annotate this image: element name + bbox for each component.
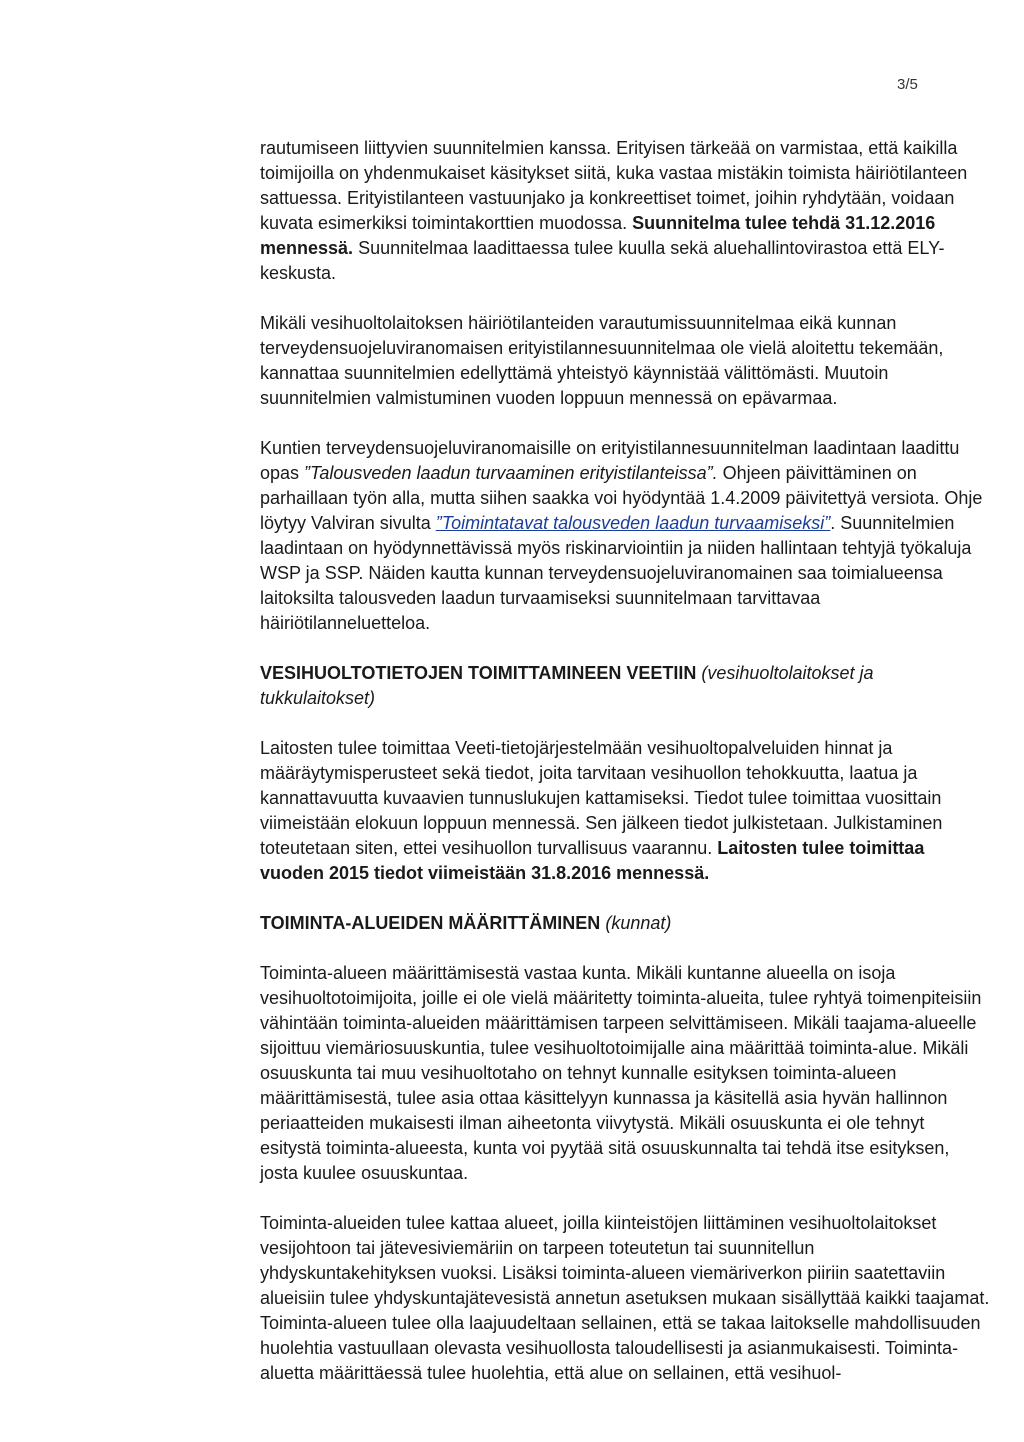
paragraph-service-area-coverage: Toiminta-alueiden tulee kattaa alueet, joilla kiinteistöjen liittäminen vesihuoltolaitokset vesijohtoon tai jätevesiviemäriin on tarpeen toteutetun tai suunnitellun yhdyskuntakehityksen vuoksi. Lisäksi toiminta-alueen viemäriverkon piiriin saatettaviin alueisiin tulee yhdyskuntajätevesistä annetun asetuksen mukaan sisällyttää kaikki taajamat. Toiminta-alueen tulee olla laajuudeltaan sellainen, että se takaa laitokselle mahdollisuuden huolehtia vastuullaan olevasta vesihuollosta taloudellisesti ja asianmukaisesti. Toiminta-aluetta määrittäessä tulee huolehtia, että alue on sellainen, että vesihuol- — [260, 1213, 990, 1383]
deadline-text: Suunnitelma tulee tehdä 31.12.2016 mennessä. — [260, 213, 936, 258]
section-heading-service-areas — [260, 911, 990, 936]
heading-audience: (vesihuoltolaitokset ja tukkulaitokset) — [260, 663, 874, 708]
paragraph-contingency-plan — [260, 136, 990, 286]
paragraph-text-tail: . Suunnitelmien laadintaan on hyödynnettävissä myös riskinarviointiin ja niiden hallintaan tehtyjä työkaluja WSP ja SSP. Näiden kautta kunnan terveydensuojeluviranomainen saa toimialueensa laitoksilta talousveden laadun turvaamiseksi suunnitelmaan tarvittavaa häiriötilanneluetteloa. — [260, 513, 972, 633]
heading-audience: (kunnat) — [605, 913, 672, 933]
deadline-text: Laitosten tulee toimittaa vuoden 2015 tiedot viimeistään 31.8.2016 mennessä. — [260, 838, 925, 883]
page-number: 3/5 — [897, 76, 918, 93]
paragraph-service-area-definition: Toiminta-alueen määrittämisestä vastaa kunta. Mikäli kuntanne alueella on isoja vesihuoltotoimijoita, joille ei ole vielä määritetty toiminta-alueita, tulee ryhtyä toimenpiteisiin vähintään toiminta-alueiden määrittämisen tarpeen selvittämiseen. Mikäli taajama-alueelle sijoittuu viemäriosuuskuntia, tulee vesihuoltotoimijalle aina määrittää toiminta-alue. Mikäli osuuskunta tai muu vesihuoltotaho on tehnyt kunnalle esityksen toiminta-alueen määrittämisestä, tulee asia ottaa käsittelyyn kunnassa ja käsitellä asia hyvän hallinnon periaatteiden mukaisesti ilman aiheetonta viivytystä. Mikäli osuuskunta ei ole tehnyt esitystä toiminta-alueesta, kunta voi pyytää sitä osuuskunnalta tai tehdä itse esityksen, josta kuulee osuuskuntaa. — [260, 963, 982, 1183]
paragraph-text: Laitosten tulee toimittaa Veeti-tietojärjestelmään vesihuoltopalveluiden hinnat ja määräytymisperusteet sekä tiedot, joita tarvitaan vesihuollon tehokkuutta, laatua ja kannattavuutta kuvaavien tunnuslukujen kattamiseksi. Tiedot tulee toimittaa vuosittain viimeistään elokuun loppuun mennessä. Sen jälkeen tiedot julkistetaan. Julkistaminen toteutetaan siten, ettei vesihuollon turvallisuus vaarannu. — [260, 738, 943, 858]
valvira-link[interactable]: ”Toimintatavat talousveden laadun turvaamiseksi” — [435, 513, 831, 533]
document-body — [260, 136, 990, 1411]
paragraph-guide — [260, 436, 990, 636]
section-heading-veeti — [260, 661, 990, 711]
heading-title: TOIMINTA-ALUEIDEN MÄÄRITTÄMINEN — [260, 913, 601, 933]
paragraph-text: rautumiseen liittyvien suunnitelmien kanssa. Erityisen tärkeää on varmistaa, että kaikilla toimijoilla on yhdenmukaiset käsitykset siitä, kuka vastaa mistäkin toimista häiriötilanteen sattuessa. Erityistilanteen vastuunjako ja konkreettiset toimet, joihin ryhdytään, voidaan kuvata esimerkiksi toimintakorttien muodossa. — [260, 138, 968, 233]
paragraph-text-tail: Suunnitelmaa laadittaessa tulee kuulla sekä aluehallintovirastoa että ELY-keskusta. — [260, 238, 945, 283]
paragraph-veeti — [260, 736, 990, 886]
heading-title: VESIHUOLTOTIETOJEN TOIMITTAMINEEN VEETIIN — [260, 663, 697, 683]
paragraph-cooperation: Mikäli vesihuoltolaitoksen häiriötilanteiden varautumissuunnitelmaa eikä kunnan terveydensuojeluviranomaisen erityistilannesuunnitelmaa ole vielä aloitettu tekemään, kannattaa suunnitelmien edellyttämä yhteistyö käynnistää välittömästi. Muutoin suunnitelmien valmistuminen vuoden loppuun mennessä on epävarmaa. — [260, 313, 944, 408]
paragraph-text-mid: Ohjeen päivittäminen on parhaillaan työn alla, mutta siihen saakka voi hyödyntää 1.4.2009 päivitettyä versiota. Ohje löytyy Valviran sivulta — [260, 463, 983, 533]
guide-title: ”Talousveden laadun turvaaminen erityistilanteissa”. — [304, 463, 718, 483]
paragraph-text: Kuntien terveydensuojeluviranomaisille on erityistilannesuunnitelman laadintaan laadittu opas — [260, 438, 960, 483]
